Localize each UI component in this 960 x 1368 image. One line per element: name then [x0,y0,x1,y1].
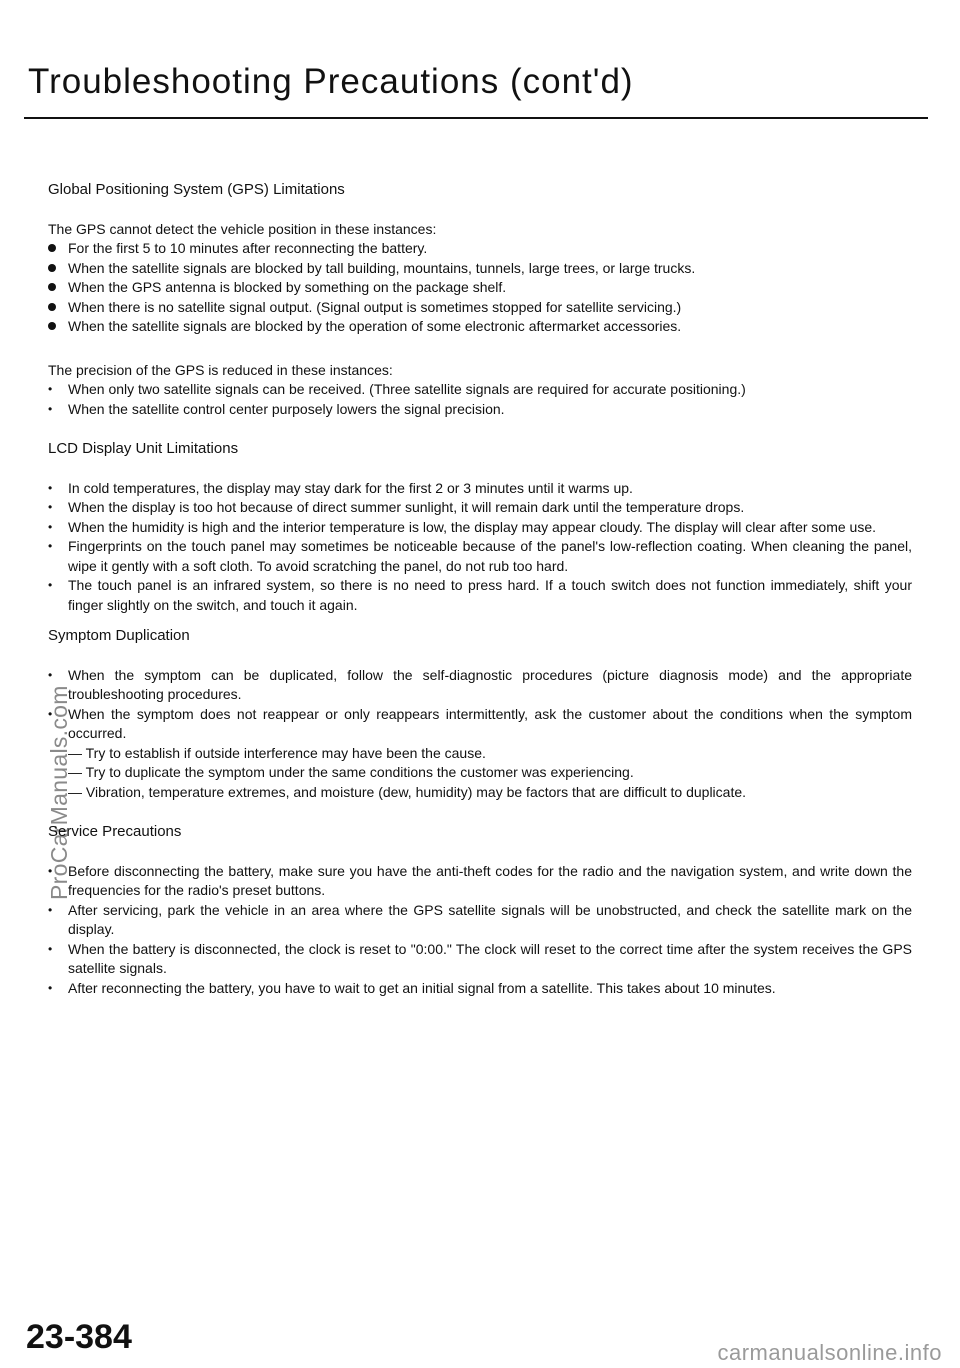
symptom-duplication-heading: Symptom Duplication [48,627,190,644]
gps-limitations-list [48,239,912,337]
lcd-limitations-heading: LCD Display Unit Limitations [48,440,239,457]
list-item: • When the satellite control center purposely lowers the signal precision. [48,400,912,420]
symptom-sub-list [48,744,912,803]
list-item: When the GPS antenna is blocked by something on the package shelf. [48,278,912,298]
page-number: 23-384 [26,1318,132,1356]
list-item: • When the symptom does not reappear or only reappears intermittently, ask the customer about the conditions when the symptom occurred. [48,705,912,744]
service-precautions-heading: Service Precautions [48,823,182,840]
list-item: • Before disconnecting the battery, make sure you have the anti-theft codes for the radio and the navigation system, and write down the frequencies for the radio's preset buttons. [48,862,912,901]
list-item: For the first 5 to 10 minutes after reconnecting the battery. [48,239,912,259]
gps-limitations-heading: Global Positioning System (GPS) Limitations [48,181,345,198]
gps-intro: The GPS cannot detect the vehicle position in these instances: [48,220,437,237]
list-item: • After reconnecting the battery, you have to wait to get an initial signal from a satellite. This takes about 10 minutes. [48,979,912,999]
list-item: • When the symptom can be duplicated, follow the self-diagnostic procedures (picture diagnosis mode) and the appropriate troubleshooting procedures. [48,666,912,705]
title-divider [24,117,928,119]
sub-list-item: — Vibration, temperature extremes, and moisture (dew, humidity) may be factors that are difficult to duplicate. [68,783,747,800]
gps-precision-list [48,380,912,419]
service-precautions-list [48,862,912,999]
list-item: • When the humidity is high and the interior temperature is low, the display may appear cloudy. The display will clear after some use. [48,518,912,538]
list-item: • After servicing, park the vehicle in an area where the GPS satellite signals will be unobstructed, and check the satellite mark on the display. [48,901,912,940]
list-item: When the satellite signals are blocked by the operation of some electronic aftermarket accessories. [48,317,912,337]
list-item: • When the display is too hot because of direct summer sunlight, it will remain dark until the temperature drops. [48,498,912,518]
list-item: • When only two satellite signals can be received. (Three satellite signals are required for accurate positioning.) [48,380,912,400]
list-item: • The touch panel is an infrared system, so there is no need to press hard. If a touch switch does not function immediately, shift your finger slightly on the switch, and touch it again. [48,576,912,615]
list-item: When the satellite signals are blocked by tall building, mountains, tunnels, large trees, or large trucks. [48,259,912,279]
symptom-duplication-list [48,666,912,744]
list-item: • In cold temperatures, the display may stay dark for the first 2 or 3 minutes until it warms up. [48,479,912,499]
list-item: When there is no satellite signal output. (Signal output is sometimes stopped for satellite servicing.) [48,298,912,318]
page-title: Troubleshooting Precautions (cont'd) [28,62,634,101]
list-item: • When the battery is disconnected, the clock is reset to "0:00." The clock will reset to the correct time after the system receives the GPS satellite signals. [48,940,912,979]
footer-watermark: carmanualsonline.info [717,1340,942,1365]
side-watermark: ProCarManuals.com [46,685,72,900]
list-item: • Fingerprints on the touch panel may sometimes be noticeable because of the panel's low-reflection coating. When cleaning the panel, wipe it gently with a soft cloth. To avoid scratching the panel, do not rub too hard. [48,537,912,576]
document-body [48,180,912,998]
sub-list-item: — Try to establish if outside interference may have been the cause. [68,744,486,761]
sub-list-item: — Try to duplicate the symptom under the same conditions the customer was experiencing. [68,764,634,780]
gps-precision-intro: The precision of the GPS is reduced in these instances: [48,361,393,378]
lcd-limitations-list [48,479,912,616]
